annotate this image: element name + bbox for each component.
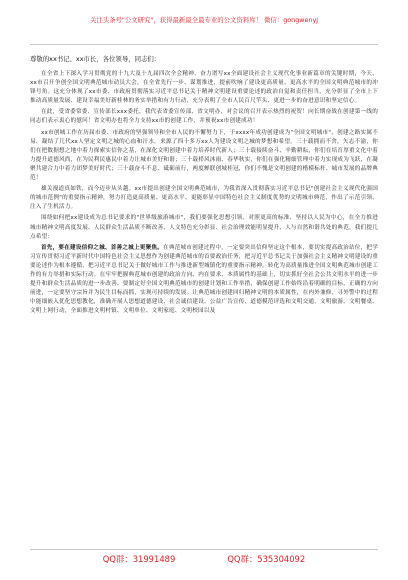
header-rule	[30, 44, 378, 45]
paragraph-text: 围绕如何把xx建设成为总书记要求的"世界级旅游城市"，我们要强化思想引领、对照更高的标准、坚持以人民为中心，在全力推进城市精神文明高度发展、人民群众生活品质不断改善、人文特色充分彰显、社会治理效能明显提升、人与自然和谐共处的典范。我们提几点希望：	[30, 215, 378, 240]
paragraph-6	[30, 244, 378, 317]
paragraph-lead: 首先，要在建设信仰之城、首善之城上更聚焦。	[41, 244, 164, 251]
paragraph-1	[30, 70, 378, 106]
paragraph-5	[30, 214, 378, 241]
footer-rule	[30, 549, 378, 550]
paragraph-text: 在此，受省委常委、宣传部长xxx委托，我代表省委宣传部、省文明办，对会议的召开表示热烈的祝贺！向长期奋战在创建第一线的同志们表示衷心的慰问！省文明办也将全力支持xx市的创建工作，并预祝xx市创建成功！	[30, 109, 378, 125]
paragraph-4	[30, 185, 378, 212]
document-body	[30, 70, 378, 544]
paragraph-2	[30, 108, 378, 126]
qq-group-1: QQ群：31991489	[102, 554, 176, 564]
paragraph-text: xx市创城工作在历届市委、市政府的坚强领导和全市人民的不懈努力下，于xxxx年成功创建成为"全国文明城市"，创建之路实属不易、凝结了几代xx人坚定文明之城的心血和汗水。来源了四十多万xx人为建设文明之城的梦想和希望。三十载拥而不舍，矢志不渝，你们在把数据想之地中着力探索实信你之基，在深化文明创建中着力培养时代新人；三十载接续奋斗、辛勤耕耘，你们在培育厚重文化中着力提升道德风尚，在为民利民惠民中着力让城市美好和谐；三十载栉风沐雨、春华秋实，你们在强化精细管理中着力实现成为飞跃，在凝聚共建合力中着力团梦美好时代；三十载奋斗不息、砥砺前行，两度蝉联创城桂冠，你们不愧是文明创建的楷模标杆、城市发展的品牌典范！	[30, 129, 378, 182]
salutation: 尊敬的xx书记、xx市长，各位领导，同志们：	[30, 55, 161, 63]
paragraph-3	[30, 129, 378, 184]
paragraph-text: 在全省上下深入学习贯彻党的十九大及十九届四次全会精神、奋力谱写xx全面建设社会主义现代化事业新篇章的关键时期，今天，xx市召开争创全国文明典范城市动员大会，在全省先行一步、谋划推进，提前吹响了建设更高质量、更高水平的全国文明典范城市的冲锋号角。这充分体现了xx市委、市政府贯彻落实习近平总书记关于精神文明建设重要论述的政治自觉和责任担当，充分彰显了全市上下推动高质量发展、建设幸福美好新桂林的务实举措和有力行动，充分表明了全市人民百尺竿头、更进一步的奋进意识和坚定信心。	[30, 71, 378, 105]
qq-group-2: QQ群：535304092	[227, 554, 306, 564]
paragraph-text: 在典范城市创建过程中，一定要突出信仰坚定这个根本，要切实提高政治站位，把学习宣传贯彻习近平新时代中国特色社会主义思想作为创建典范城市的首要政治任务，把习近平总书记关于加强社会主义精神文明建设的重要论述作为根本遵循，把习近平总书记关于做好城市工作与推进新型城镇化的重要指示精神，转化为高质量推进全国文明典范城市创建工作的有力举措和实际行动。在牢牢把握典范城市创建的政治方向、内在要求、本质属性的基础上，切实抓好全社会公共文明水平的进一步提升和群众生活品质的进一步改善，要制定好全国文明典范城市的创建计划和工作举措，确保创建工作始终沿着明确的目标、正确的方向前进，一定要坚守宗旨并为民生目标而抓，实现可持续的发展。让典范城市创建回归精神文明的本质属性，在内外兼修、寻外警中的过程中能细嵌入优化思想教化，准确开展人思想道德建设、社会诚信建设、公益广告宣传、道德模范评选和文明交通、文明旅游、文明餐桌、文明上网行动，全面推进文明村镇、文明单位、文明家庭、文明校园以及	[30, 244, 378, 315]
paragraph-text: 雄关漫道真如铁，而今迈步从头越。xx市提出创建全国文明典范城市，为我省深入贯彻落实习近平总书记"创建社会主义现代化强国的城市范例"的重要指示精神，努力打造更高质量、更高水平、更能彰显中国特色社会主义制度优势的文明城市典范，作出了示范引领、注入了生机活力。	[30, 186, 378, 211]
footer	[0, 552, 408, 566]
header-banner: 关注头条号"公文研究"，获得最新最全最专业的公文资料库！ 微信：gongwenyj	[89, 16, 319, 24]
